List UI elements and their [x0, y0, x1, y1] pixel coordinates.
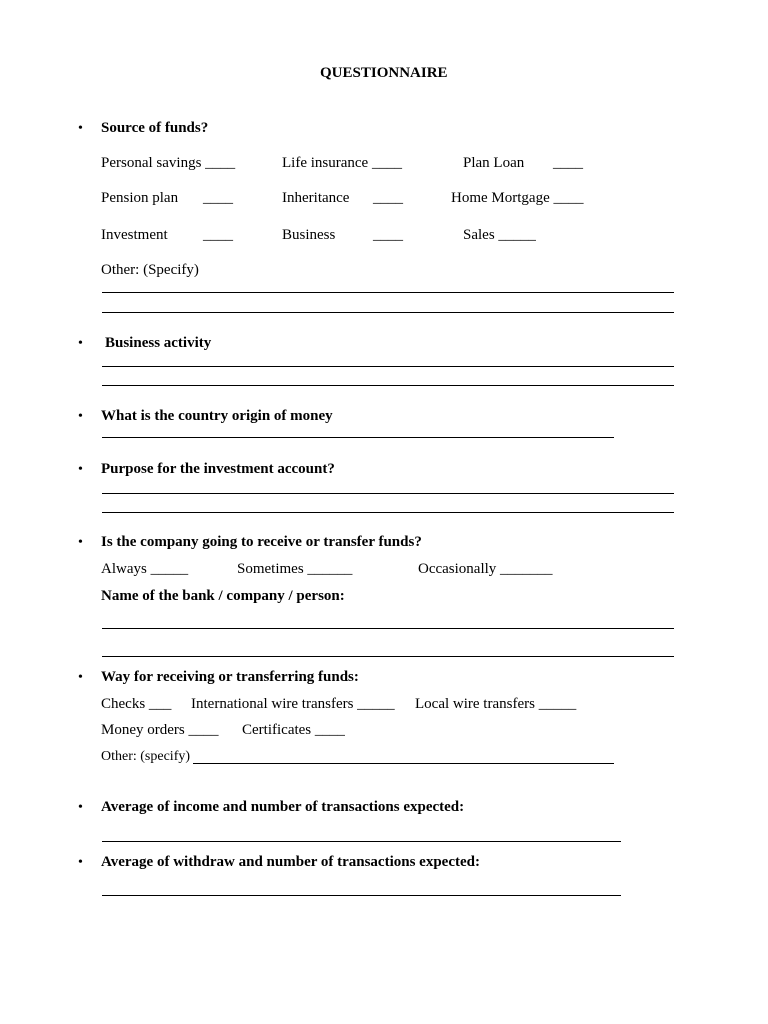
country-heading: What is the country origin of money [101, 408, 333, 424]
option-business-blank: ____ [373, 227, 403, 243]
option-home-mortgage: Home Mortgage ____ [451, 190, 584, 206]
option-life-insurance: Life insurance ____ [282, 155, 402, 171]
withdraw-heading: Average of withdraw and number of transactions expected: [101, 854, 480, 870]
bullet-business: • [78, 336, 83, 351]
bullet-source: • [78, 121, 83, 136]
bullet-country: • [78, 409, 83, 424]
bank-name-label: Name of the bank / company / person: [101, 588, 345, 604]
option-business: Business [282, 227, 336, 243]
source-answer-line-2[interactable] [102, 312, 674, 313]
business-answer-line-2[interactable] [102, 385, 674, 386]
way-other-label: Other: (specify) [101, 749, 191, 764]
option-plan-loan: Plan Loan [463, 155, 525, 171]
source-answer-line-1[interactable] [102, 292, 674, 293]
option-inheritance: Inheritance [282, 190, 350, 206]
way-other-line[interactable] [193, 763, 614, 764]
option-international-wire: International wire transfers _____ [191, 696, 395, 712]
purpose-heading: Purpose for the investment account? [101, 461, 335, 477]
option-plan-loan-blank: ____ [553, 155, 583, 171]
option-sometimes: Sometimes ______ [237, 561, 353, 577]
bullet-income: • [78, 800, 83, 815]
option-investment: Investment [101, 227, 168, 243]
option-pension-plan-blank: ____ [203, 190, 233, 206]
bank-name-line-2[interactable] [102, 656, 674, 657]
business-answer-line-1[interactable] [102, 366, 674, 367]
way-heading: Way for receiving or transferring funds: [101, 669, 359, 685]
option-investment-blank: ____ [203, 227, 233, 243]
option-local-wire: Local wire transfers _____ [415, 696, 577, 712]
business-heading: Business activity [105, 335, 212, 351]
option-money-orders: Money orders ____ [101, 722, 219, 738]
option-personal-savings: Personal savings ____ [101, 155, 236, 171]
option-certificates: Certificates ____ [242, 722, 345, 738]
bank-name-line-1[interactable] [102, 628, 674, 629]
option-inheritance-blank: ____ [373, 190, 403, 206]
source-heading: Source of funds? [101, 120, 209, 136]
purpose-answer-line-1[interactable] [102, 493, 674, 494]
option-occasionally: Occasionally _______ [418, 561, 553, 577]
transfer-heading: Is the company going to receive or transfer funds? [101, 534, 422, 550]
source-other-label: Other: (Specify) [101, 262, 199, 278]
bullet-withdraw: • [78, 855, 83, 870]
income-heading: Average of income and number of transactions expected: [101, 799, 465, 815]
bullet-purpose: • [78, 462, 83, 477]
withdraw-answer-line[interactable] [102, 895, 621, 896]
bullet-transfer: • [78, 535, 83, 550]
option-pension-plan: Pension plan [101, 190, 179, 206]
bullet-way: • [78, 670, 83, 685]
option-sales: Sales _____ [463, 227, 536, 243]
purpose-answer-line-2[interactable] [102, 512, 674, 513]
income-answer-line[interactable] [102, 841, 621, 842]
option-checks: Checks ___ [101, 696, 172, 712]
option-always: Always _____ [101, 561, 189, 577]
page-title: QUESTIONNAIRE [320, 65, 448, 81]
country-answer-line[interactable] [102, 437, 614, 438]
